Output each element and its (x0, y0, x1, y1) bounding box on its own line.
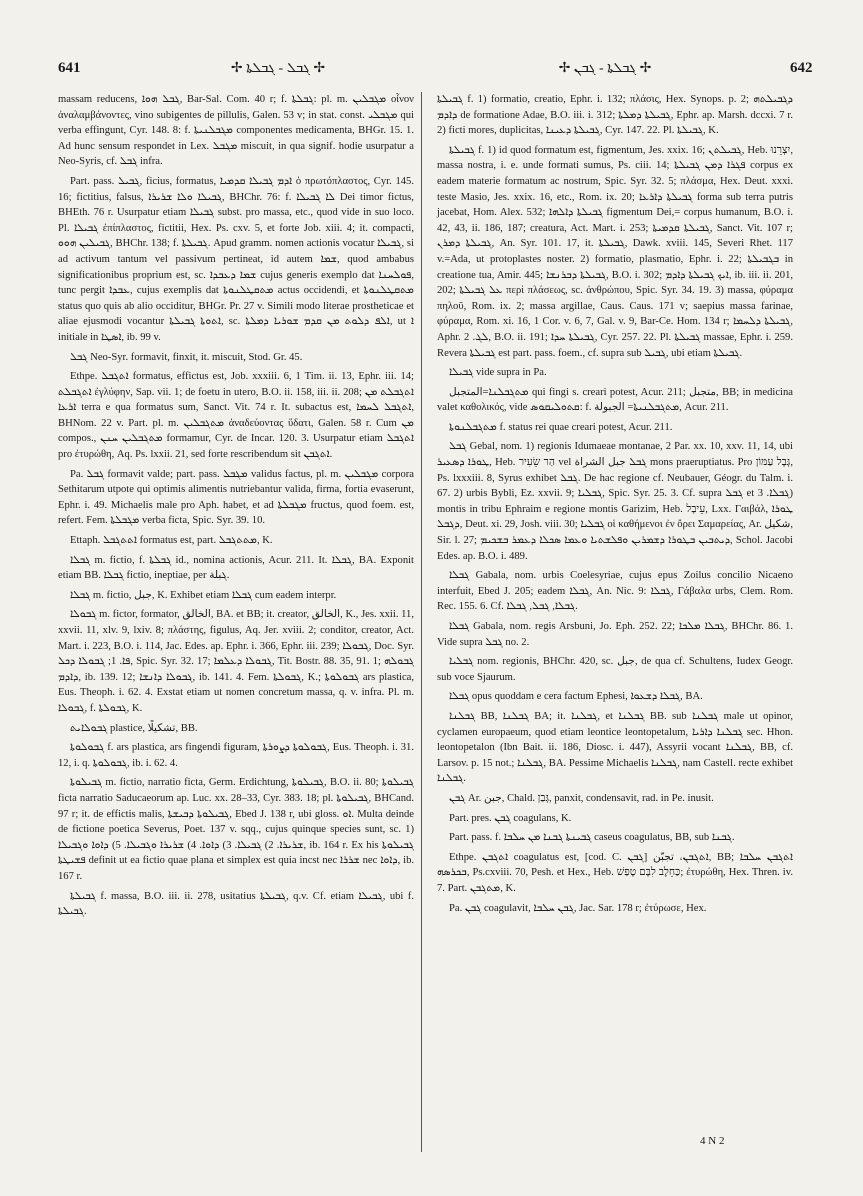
entry-paragraph: ܡܬܓܒܠܢܘܬܐ f. status rei quae creari potest, Acur. 211. (449, 421, 673, 433)
entry-paragraph: Ethpe. ܐܬܓܒܠ formatus, effictus est, Job. xxxiii. 6, 1 Tim. ii. 13, Ephr. iii. 14; ܐܬܓܒܠܬ ἐγλύφην, Sap. vii. 1; de foetu in utero, B.O. ii. 158, iii. ii. 208; ܐܬܓܒܠܬ ܡܢ ܐܪܥܐ terra e qua formatus sum, Sanct. Vit. 74 r. It. subactus est, ܐܬܓܒܠ ܠܚܡܐ, BHNom. 22 v. Part. pl. m. ܡܬܓܒܠܝܢ ἀναδεύοντας ὕδατι, Galen. 58 r. Cum ܡܢ compos., ܡܬܓܒܠܝܢ ܚܢܢ formamur, Cyr. de Incar. 120. 3. Usurpatur etiam ܐܬܓܒܠ pro ἐτυρώθη, Aq. Ps. lxxii. 21, sed forte rescribendum sit ܐܬܓܒܢ. (58, 371, 415, 461)
entry-paragraph: ܓܒܠܐ m. fictio, f. ܓܒܠܬܐ id., nomina actionis, Acur. 211. It. ܓܒܠܐ, BA. Exponit etiam BB. ܓܒܠܐ fictio, ineptiae, per ܓبلة. (58, 554, 414, 582)
entry-paragraph: ܓܒܠܢܐ BB, ܓܒܠܢܐ BA; it. ܓܒܠܢܐ, et ܓܒܠܢܐ BB. sub ܓܒܠܢܐ male ut opinor, cyclamen europaeum, quod etiam leontice leontopetalum, ܓܒܠܢܐ ܕܐܪܝܐ sec. Hhon. leontopetalon (Ibn Bait. ii. 186, Diosc. i. 447), Assyrii vocant ܓܒܠܢܐ, BB, cf. Larsov. p. 15 not.; ܓܒܠܢܐ, BA. Pessime Michaelis ܓܒܠܢܐ, nam Castell. recte exhibet ܓܒܠܢܐ. (437, 710, 794, 785)
entry-paragraph: ܡܬܓܒܠܢܐ=المتجبل qui fingi s. creari potest, Acur. 211; متجبل, BB; in medicina valet καθολικός, vide ܩܬܘܠܝܩܘܣ: f. ܡܬܓܒܠܢܝܬܐ= الجبولة, Acur. 211. (437, 386, 793, 414)
entry-paragraph: Pa. ܓܒܢ coagulavit, ܓܒܢ ܚܠܒܐ, Jac. Sar. 178 r; ἐτύρωσε, Hex. (449, 902, 707, 914)
entry-paragraph: massam reducens, ܓܒܠ ܗܘܐ, Bar-Sal. Com. 40 r; f. ܓܒܠܬܐ: pl. m. ܡܓܒܠܝܢ οἶνον ἀναλαμβάνοντες, vino subigentes de pillulis, Galen. 53 v; in stat. const. ܡܓܒܠܝ qui verba effingunt, Cyr. 148. 8: f. ܡܓܒܠܢܝܬܐ componentes medicamenta, BHGr. 15. 1. Ad hunc sensum respondet in Lex. ܡܓܒܠ miscuit, in qua signif. hodie usurpatur a Neo-Syris, cf. ܓܒܠ infra. (58, 94, 415, 168)
entry-paragraph: ܓܒܘܠܐܝܬ plastice, تشكيلًا, BB. (70, 722, 198, 734)
entry-paragraph: ܓܒܝܠܬܐ f. 1) formatio, creatio, Ephr. i. 132; πλάσις, Hex. Synops. p. 2; ܕܓܒܝܠܬܗ ܕܐܕܡ de formatione Adae, B.O. iii. i. 312; ܓܒܝܠܬܐ ܕܡܠܬܐ, Ephr. ap. Marsh. dccxi. 7 r. 2) ficti mores, duplicitas, ܓܒܝܠܬܐ ܕܥܝܢܐ, Cyr. 147. 22. Pl. ܓܒܝܠܬܐ, K. (437, 94, 793, 137)
entry-paragraph: ܓܒܠܝܐ nom. regionis, BHChr. 420, sc. جبل, de qua cf. Schultens, Iudex Geogr. sub voce Sjaurum. (437, 656, 793, 683)
entry-paragraph: ܓܒܠܐ Gabala, nom. regis Arsbuni, Jo. Eph. 252. 22; ܓܒܠܐ ܡܠܟܐ, BHChr. 86. 1. Vide supra ܓܒܠ no. 2. (437, 621, 793, 648)
right-running-title: ✢ ܓܒܠܬܐ - ܓܒܢ ✢ (558, 61, 652, 76)
right-column (437, 92, 793, 920)
entry-paragraph: ܓܒܝܠܐ vide supra in Pa. (449, 367, 547, 379)
entry-paragraph: ܓܒܠܐ opus quoddam e cera factum Ephesi, ܓܒܠܐ ܕܫܥܘܐ, BA. (449, 691, 703, 703)
entry-paragraph: ܓܒܠܐ Gabala, nom. urbis Coelesyriae, cujus epus Zoilus concilio Nicaeno interfuit, Ebed J. 205; eadem ܓܒܠܐ, An. Nic. 9: ܓܒܠܐ, Γάβαλα urbs, Clem. Rom. Rec. 155. 6. Cf. ܓܒܠܐ, ܓܒܠ, ܓܒܠܐ. (437, 570, 793, 613)
right-page-number: 642 (790, 60, 813, 76)
entry-paragraph: ܓܒܠ Gebal, nom. 1) regionis Idumaeae montanae, 2 Par. xx. 10, xxv. 11, 14, ubi ܛܘܪܐ ܕܣܥܝܪ, Heb. הַר שֵׂעִיר vel ܓܒܠ جبل الشراة mons praeruptiatus. Pro גְּבָל עַמּוֹן, Ps. lxxxiii. 8, Syrus exhibet ܓܒܠ. De hac regione cf. Neubauer, Géogr. du Talm. i. 67. 2) urbis Bybli, Ez. xxvii. 9; ܓܒܠܝܐ, Spic. Syr. 25. 3. Cf. supra ܓܒܠ et ܓܒܠܐ. 3) montis in tribu Ephraim e regione montis Garizim, Heb. עֵיבָל, Lxx. Γαιβάλ, ܛܘܪܐ ܕܓܒܠ, Deut. xi. 29, Josh. viii. 30; ܓܒܠܝܐ οἱ καθήμενοι ἐν ὄρει Σαμαρείας, Ar. شكيل, Sir. l. 27; ܕܝܬܒܝܢ ܒܛܘܪܐ ܕܫܡܪܝܢ ܘܦܠܫܬܝܐ ܘܥܡܐ ܣܟܠܐ ܕܥܡܪ ܒܫܟܝܡ, Schol. Jacobi Edes. ap. B.O. i. 489. (437, 441, 793, 562)
entry-paragraph: Ettaph. ܐܬܬܓܒܠ formatus est, part. ܡܬܬܓܒܠ, K. (70, 535, 273, 547)
left-page-number: 641 (58, 60, 81, 76)
entry-paragraph: ܓܒܝܠܘܬܐ m. fictio, narratio ficta, Germ. Erdichtung, ܓܒܝܠܘܬܐ, B.O. ii. 80; ܓܒܝܠܘܬܐ ficta narratio Saducaeorum ap. Luc. xx. 28–33, Cyr. 383. 18; pl. ܓܒܝܠܘܬܐ, BHCand. 97 r; it. de effictis malis, ܓܒܝܠܘܬܐ ܕܒܝܫܬܐ, Ebed J. 138 r, ubi gloss. ܐܘ. Multa deinde de fictione poetica Severus, Poet. 137 v. sqq., cujus quinque species sunt, sc. 1) ܫܪܝܪܐ. 2) ܓܒܝܠܐ. 3) ܕܐܘܐ. 4) ܫܪܝܪܐ ܘܓܒܝܠܐ. 5) ܕܐܘܐ ܘܓܒܝܠܐ, ib. 164 r. Ex his ܓܒܝܠܘܬܐ ܦܫܝܛܬܐ definit ut ea fictio quae plana et simplex est quia incst nec ܫܪܪܐ nec ܕܐܘܐ, ib. 167 r. (58, 777, 415, 882)
entry-paragraph: Part. pres. ܓܒܢ coagulans, K. (449, 812, 572, 824)
entry-paragraph: ܓܒܠ Neo-Syr. formavit, finxit, it. miscuit, Stod. Gr. 45. (70, 351, 303, 363)
printer-signature: 4 N 2 (700, 1135, 725, 1147)
entry-paragraph: ܓܒܝܠܬܐ f. massa, B.O. iii. ii. 278, usitatius ܓܒܝܠܬܐ, q.v. Cf. etiam ܓܒܝܠܐ, ubi f. ܓܒܝܠܬܐ. (58, 890, 414, 918)
entry-paragraph: ܓܒܠܐ m. fictio, جبل, K. Exhibet etiam ܓܒܠܐ cum eadem interpr. (70, 589, 337, 601)
entry-paragraph: ܓܒܢ Ar. جبن, Chald. גְּבַן, panxit, condensavit, rad. in Pe. inusit. (449, 792, 714, 804)
entry-paragraph: ܓܒܘܠܘܬܐ f. ars plastica, ars fingendi figuram, ܓܒܘܠܘܬܐ ܕܨܘܪܬܐ, Eus. Theoph. i. 31. 12, i. q. ܓܒܘܠܘܬܐ, ib. i. 62. 4. (58, 742, 414, 769)
entry-paragraph: ܓܒܘܠܐ m. fictor, formator, الخالق, BA. et BB; it. creator, الخالق, K., Jes. xxii. 11, xxvii. 11, xlv. 9, lxiv. 8; πλάστης, figulus, Aq. Jer. xviii. 2; conditor, creator, Act. Mart. i. 223, B.O. i. 114, Jac. Edes. ap. Ephr. i. 366, Ephr. iii. 239; ܓܒܘܠܐ, Doc. Syr. ܦܐ. 1; ܓܒܘܠܐ ܕܟܠ, Spic. Syr. 32. 17; ܓܒܘܠܐ ܕܥܠܡܐ, Tit. Bostr. 88. 35, 91. 1; ܓܒܘܠܗ ܕܐܕܡ, ib. 139. 12; ܓܒܘܠܐ ܕܐܢܫܐ, ib. 141. 4. Fem. ܓܒܘܠܬܐ, K.; ܓܒܘܠܘܬܐ ars plastica, Eus. Theoph. i. 62. 4. Exstat etiam ut nomen concretum massa, q. v. infra. Pl. m. ܓܒܘܠܐ, f. ܓܒܘܠܬܐ, K. (58, 609, 415, 714)
entry-paragraph: Pa. ܓܒܠ formavit valde; part. pass. ܡܓܒܠ validus factus, pl. m. ܡܓܒܠܝܢ corpora Sethitarum utpote qui optimis alimentis nutriebantur valida, firma, fortia evaserunt, Ephr. i. 49. Michaelis male pro Aph. habet, et ad ܡܓܒܠܬܐ fructus, quod foem. est, refert. Fem. ܡܓܒܠܬܐ verba ficta, Spic. Syr. 39. 10. (58, 468, 415, 527)
entry-paragraph: Ethpe. ܐܬܓܒܢ coagulatus est, [cod. C. ܓܒܢ] ܐܬܓܒܢ، تجبّن, BB; ܐܬܓܒܢ ܚܠܒܐ ܒܟܪܣܗ, Ps.cxviii. 70, Pesh. et Hex., Heb. כַּחֵלֶב לִבָּם טָפַשׁ; ἐτυρώθη, Hex. Thren. iv. 7. Part. ܡܬܓܒܢ, K. (437, 851, 794, 894)
left-column (58, 92, 414, 924)
entry-paragraph: Part. pass. f. ܓܒܝܢܬܐ ܓܒܢܐ ܡܢ ܚܠܒܐ caseus coagulatus, BB, sub ܓܒܢܐ. (449, 832, 735, 844)
left-running-title: ✢ ܓܒܠ - ܓܒܠܬܐ ✢ (230, 61, 326, 76)
entry-paragraph: Part. pass. ܓܒܝܠ, ficius, formatus, ܐܕܡ ܓܒܝܠܐ ܩܕܡܝܐ ὁ πρωτόπλαστος, Cyr. 145. 16; fictitius, falsus, ܓܒܝܠܐ ܘܠܐ ܫܪܝܪܐ, BHChr. 76: f. ܠܐ ܓܒܝܠܐ Dei timor fictus, BHEth. 76 r. Usurpatur etiam ܓܒܝܠܐ subst. pro massa, etc., quod vide in suo loco. Pl. ܓܒܝܠܐ ἐπίπλαστος, fictitii, Hex. Ps. cxv. 5, et forte Job. xiii. 4; it. compacti, ܓܒܝܠܝܢ ܗܘܘ, BHChr. 138; f. ܓܒܝܠܬܐ. Apud gramm. nomen actionis vocatur ܓܒܝܠܐ, si ad activum tantum vel passivum pertineat, id autem ܫܡܐ, quod ambabus significationibus proprium est, sc. ܫܡܐ ܕܥܒܕܐ cujus generis exemplo dat ܦܘܠܚܢܐ, tunc pergit ܥܒܕܐ, cujus exemplis dat ܡܬܩܛܠܢܘܬܐ actus occidendi, et ܡܬܩܛܠܢܘܬܐ status quo quis ab alio occiditur, BHGr. Pr. 27 v. Simili modo literae prostheticae et aliae ejusmodi vocantur ܐܬܘܬܐ ܓܒܝܠܬܐ, sc. ܐܠܦ ܕܠܘܬ ܡܢ ܩܕܡ ܫܘܪܝܐ ܕܡܠܬܐ, ut ܐ initiale in ܐܣܛܐ, ib. 99 v. (58, 175, 415, 343)
entry-paragraph: ܓܒܝܠܬܐ f. 1) id quod formatum est, figmentum, Jes. xxix. 16; ܓܒܝܠܬܢ, Heb. יִצְרֵנוּ, massa nostra, i. e. unde formati sumus, Ps. ciii. 14; ܦܓܪܐ ܕܡܢ ܓܒܝܠܬܐ corpus ex eadem materie formatum ac nostrum, Spic. Syr. 32. 5; πλάσμα, Hex. Deut. xxxi. teste Masio, Jes. xxix. 16, etc., Rom. ix. 20; ܓܒܝܠܬܐ ܕܐܪܥܐ forma sub terra putris jacebat, Hom. Alex. 532; ܓܒܝܠܬܐ ܕܐܠܗܐ figmentum Dei,= corpus humanum, B.O. i. 42, 43, ii. 186, 187; creatura, Act. Mart. i. 253; ܓܒܝܠܬܐ ܩܕܡܝܬܐ, Sanct. Vit. 107 r; ܓܒܝܠܬܐ ܕܡܪܢ, An. Syr. 101. 17, it. ܓܒܝܠܬܐ, Dawk. xviii. 145, Severi Rhet. 117 v.=Ada, ut protoplastes noster. 2) formatio, plasmatio, Ephr. i. 22; ܒܓܒܝܠܬܐ in creatione tua, Amir. 445; ܓܒܝܠܬܐ ܕܒܪܢܫܐ, B.O. i. 302; ܐܝܟ ܓܒܝܠܬܐ ܕܐܕܡ, ib. iii. ii. 201, 202; ܥܠ ܓܒܝܠܬܐ περὶ πλάσεως, sc. ἀνθρώπου, Spic. Syr. 34. 19. 3) massa, φύραμα πηλοῦ, Rom. ix. 2; massa argillae, Caus. Caus. 171 v; saepius massa farinae, φύραμα, Rom. xi. 16, 1 Cor. v. 6, 7, Gal. v. 9, Bar-Ce. Hom. 134 r; ܓܒܝܠܬܐ ܕܠܚܡܐ, Aphr. ܠܓ. 2, B.O. ii. 191; ܓܒܝܠܬܐ ܚܕܐ, Cyr. 257. 22. Pl. ܓܒܝܠܬܐ massae, Ephr. i. 259. Revera ܓܒܝܠܬܐ est part. pass. foem., cf. supra sub ܓܒܝܠ, ubi etiam ܓܒܝܠܬܐ. (437, 144, 794, 359)
column-divider (421, 92, 422, 1152)
